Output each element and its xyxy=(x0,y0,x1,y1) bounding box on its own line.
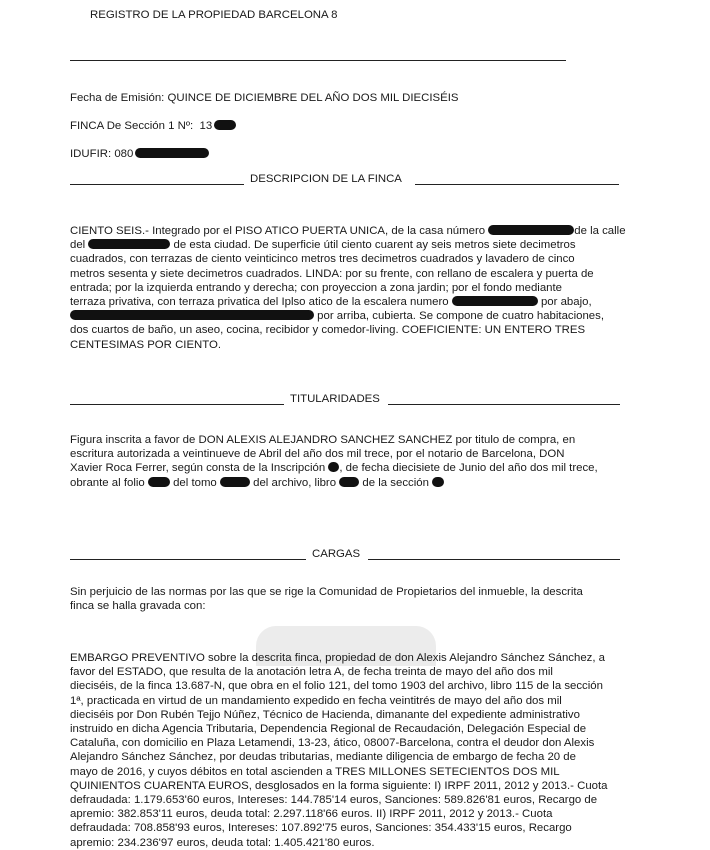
text-line: obrante al folio del tomo del archivo, libro de la sección xyxy=(70,476,640,490)
finca-value: 13 xyxy=(199,120,213,132)
text-line: favor del ESTADO, que resulta de la anotación letra A, de fecha treinta de mayo del año dos mil xyxy=(70,666,553,679)
titularidades-paragraph xyxy=(70,433,640,490)
registry-title: REGISTRO DE LA PROPIEDAD BARCELONA 8 xyxy=(90,9,338,21)
redaction-block xyxy=(135,148,209,158)
header-rule xyxy=(70,60,566,61)
text-line: CIENTO SEIS.- Integrado por el PISO ATICO PUERTA UNICA, de la casa número de la calle xyxy=(70,225,626,237)
redaction-block xyxy=(339,477,359,487)
text-line: instruido en dicha Agencia Tributaria, Dependencia Regional de Recaudación, Delegación Especial de xyxy=(70,723,587,736)
redaction-block xyxy=(328,462,339,472)
text-line: apremio: 382.853'11 euros, deuda total: 2.297.118'66 euros. II) IRPF 2011, 2012 y 2013.- Cuota xyxy=(70,808,553,821)
finca-label: FINCA De Sección 1 Nº: xyxy=(70,120,194,132)
redaction-block xyxy=(214,120,236,130)
redaction-block xyxy=(70,310,314,320)
heading-rule-left xyxy=(70,184,244,185)
section-heading-titularidades: TITULARIDADES xyxy=(290,393,380,405)
heading-rule-right xyxy=(415,184,619,185)
text-line: del de esta ciudad. De superficie útil ciento cuarent ay seis metros siete decimetros xyxy=(70,239,576,252)
redaction-block xyxy=(220,477,250,487)
text-line: EMBARGO PREVENTIVO sobre la descrita finca, propiedad de don Alexis Alejandro Sánchez Sánchez, a xyxy=(70,652,606,664)
cargas-intro xyxy=(70,585,640,613)
issue-date xyxy=(70,91,458,105)
text-line: CENTESIMAS POR CIENTO. xyxy=(70,338,222,351)
text-line: mayo de 2016, y cuyos débitos en total ascienden a TRES MILLONES SETECIENTOS DOS MIL xyxy=(70,765,560,778)
text-line: dieciséis por Don Rubén Tejjo Núñez, Técnico de Hacienda, dimanante del expediente administrativo xyxy=(70,708,580,721)
text-line: defraudada: 1.179.653'60 euros, Intereses: 144.785'14 euros, Sanciones: 589.826'81 euros, Recargo de xyxy=(70,794,598,807)
text-line: Xavier Roca Ferrer, según consta de la Inscripción , de fecha diecisiete de Junio del año dos mil trece, xyxy=(70,462,598,475)
section-heading-descripcion: DESCRIPCION DE LA FINCA xyxy=(250,173,402,185)
text-line: QUINIENTOS CUARENTA EUROS, desglosados en la forma siguiente: I) IRPF 2011, 2012 y 2013.- Cuota xyxy=(70,779,608,792)
text-line: apremio: 234.236'97 euros, deuda total: 1.405.421'80 euros. xyxy=(70,836,375,849)
idufir xyxy=(70,147,209,161)
idufir-label: IDUFIR: xyxy=(70,148,112,160)
idufir-value: 080 xyxy=(114,148,134,160)
issue-date-label: Fecha de Emisión: xyxy=(70,92,165,104)
text-line: Figura inscrita a favor de DON ALEXIS ALEJANDRO SANCHEZ SANCHEZ por titulo de compra, en xyxy=(70,434,576,446)
heading-rule-right xyxy=(368,559,620,560)
redaction-block xyxy=(432,477,444,487)
text-line: escritura autorizada a veintinueve de Abril del año dos mil trece, por el notario de Barcelona, DON xyxy=(70,448,565,461)
redaction-block xyxy=(148,477,170,487)
text-line: finca se halla gravada con: xyxy=(70,600,206,613)
text-line: 1ª, practicada en virtud de un mandamiento expedido en fecha veintitrés de mayo del año dos mil xyxy=(70,694,562,707)
issue-date-value: QUINCE DE DICIEMBRE DEL AÑO DOS MIL DIECISÉIS xyxy=(167,92,459,104)
section-heading-cargas: CARGAS xyxy=(312,548,361,560)
redaction-block xyxy=(88,239,170,249)
text-line: entrada; por la izquierda entrando y derecha; con proyeccion a zona jardin; por el fondo mediante xyxy=(70,281,563,294)
descripcion-paragraph xyxy=(70,224,640,352)
heading-rule-left xyxy=(70,559,306,560)
text-line: metros sesenta y siete decimetros cuadrados. LINDA: por su frente, con rellano de escalera y puerta de xyxy=(70,267,594,280)
text-line: defraudada: 708.858'93 euros, Intereses: 107.892'75 euros, Sanciones: 354.433'15 euros, Recargo xyxy=(70,822,572,835)
text-line: por arriba, cubierta. Se compone de cuatro habitaciones, xyxy=(70,309,640,323)
embargo-paragraph xyxy=(70,651,640,850)
heading-rule-right xyxy=(388,404,620,405)
text-line: dieciséis, de la finca 13.687-N, que obra en el folio 121, del tomo 1903 del archivo, libro 115 de la sección xyxy=(70,680,603,693)
finca-number xyxy=(70,119,236,133)
text-line: dos cuartos de baño, un aseo, cocina, recibidor y comedor-living. COEFICIENTE: UN ENTERO TRES xyxy=(70,324,586,337)
redaction-block xyxy=(452,296,538,306)
text-line: Sin perjuicio de las normas por las que se rige la Comunidad de Propietarios del inmueble, la descrita xyxy=(70,586,583,598)
text-line: Cataluña, con domicilio en Plaza Letamendi, 13-23, ático, 08007-Barcelona, contra el deudor don Alexis xyxy=(70,737,595,750)
text-line: cuadrados, con terrazas de ciento veinticinco metros tres decimetros cuadrados y lavadero de cinco xyxy=(70,253,575,266)
redaction-block xyxy=(488,225,574,235)
text-line: Alejandro Sánchez Sánchez, por deudas tributarias, mediante diligencia de embargo de fecha 20 de xyxy=(70,751,576,764)
text-line: terraza privativa, con terraza privatica del Iplso atico de la escalera numero por abajo, xyxy=(70,296,592,309)
heading-rule-left xyxy=(70,404,284,405)
